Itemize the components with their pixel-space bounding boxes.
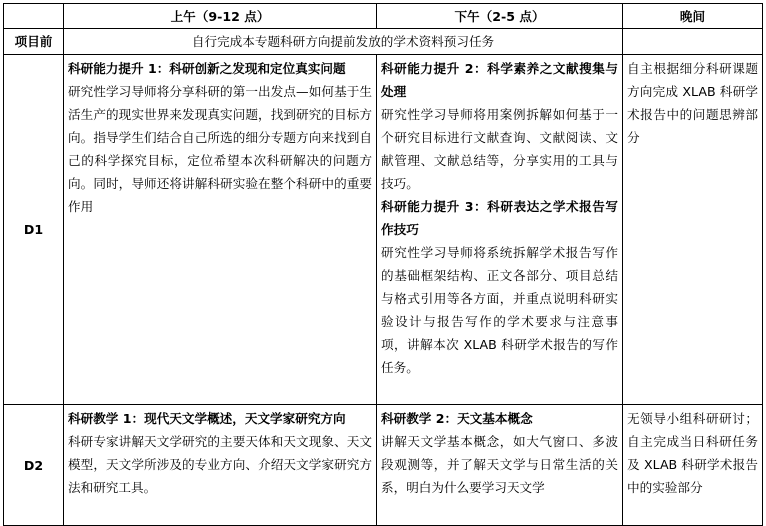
d1-afternoon-cell: [377, 55, 623, 405]
prep-row-text: 自行完成本专题科研方向提前发放的学术资料预习任务: [64, 29, 623, 55]
header-morning: 上午（9-12 点）: [64, 4, 377, 29]
header-afternoon: 下午（2-5 点）: [377, 4, 623, 29]
d2-afternoon-heading: 科研教学 2：天文基本概念: [381, 411, 533, 426]
d1-morning-cell: [64, 55, 377, 405]
day-label-d1: D1: [4, 55, 64, 405]
d1-afternoon-body-2: 研究性学习导师将系统拆解学术报告写作的基础框架结构、正文各部分、项目总结与格式引用等各方面，并重点说明科研实验设计与报告写作的学术要求与注意事项，讲解本次 XLAB 科研学术报告的写作任务。: [381, 245, 618, 375]
d1-afternoon-body-1: 研究性学习导师将用案例拆解如何基于一个研究目标进行文献查询、文献阅读、文献管理、文献总结等，分享实用的工具与技巧。: [381, 107, 618, 191]
d1-afternoon-heading-1: 科研能力提升 2：科学素养之文献搜集与处理: [381, 61, 618, 99]
schedule-table: [3, 3, 763, 526]
header-row: [4, 4, 763, 29]
header-blank-cell: [4, 4, 64, 29]
day-row-d2: [4, 405, 763, 526]
d2-morning-body: 科研专家讲解天文学研究的主要天体和天文现象、天文模型，天文学所涉及的专业方向、介绍天文学家研究方法和研究工具。: [68, 434, 372, 495]
prep-row: [4, 29, 763, 55]
d2-evening-cell: 无领导小组科研研讨；自主完成当日科研任务及 XLAB 科研学术报告中的实验部分: [623, 405, 763, 526]
day-row-d1: [4, 55, 763, 405]
d2-afternoon-cell: [377, 405, 623, 526]
d1-morning-body: 研究性学习导师将分享科研的第一出发点—如何基于生活生产的现实世界来发现真实问题，找到研究的目标方向。指导学生们结合自己所选的细分专题方向来找到自己的科学探究目标，定位希望本次科研解决的问题方向。同时，导师还将讲解科研实验在整个科研中的重要作用: [68, 84, 372, 214]
d2-morning-cell: [64, 405, 377, 526]
d2-morning-heading: 科研教学 1：现代天文学概述，天文学家研究方向: [68, 411, 346, 426]
d1-afternoon-heading-2: 科研能力提升 3：科研表达之学术报告写作技巧: [381, 199, 618, 237]
d1-evening-cell: 自主根据细分科研课题方向完成 XLAB 科研学术报告中的问题思辨部分: [623, 55, 763, 405]
d2-afternoon-body: 讲解天文学基本概念，如大气窗口、多波段观测等，并了解天文学与日常生活的关系，明白为什么要学习天文学: [381, 434, 618, 495]
day-label-d2: D2: [4, 405, 64, 526]
header-evening: 晚间: [623, 4, 763, 29]
prep-row-label: 项目前: [4, 29, 64, 55]
prep-row-evening: [623, 29, 763, 55]
d1-morning-heading: 科研能力提升 1：科研创新之发现和定位真实问题: [68, 61, 346, 76]
